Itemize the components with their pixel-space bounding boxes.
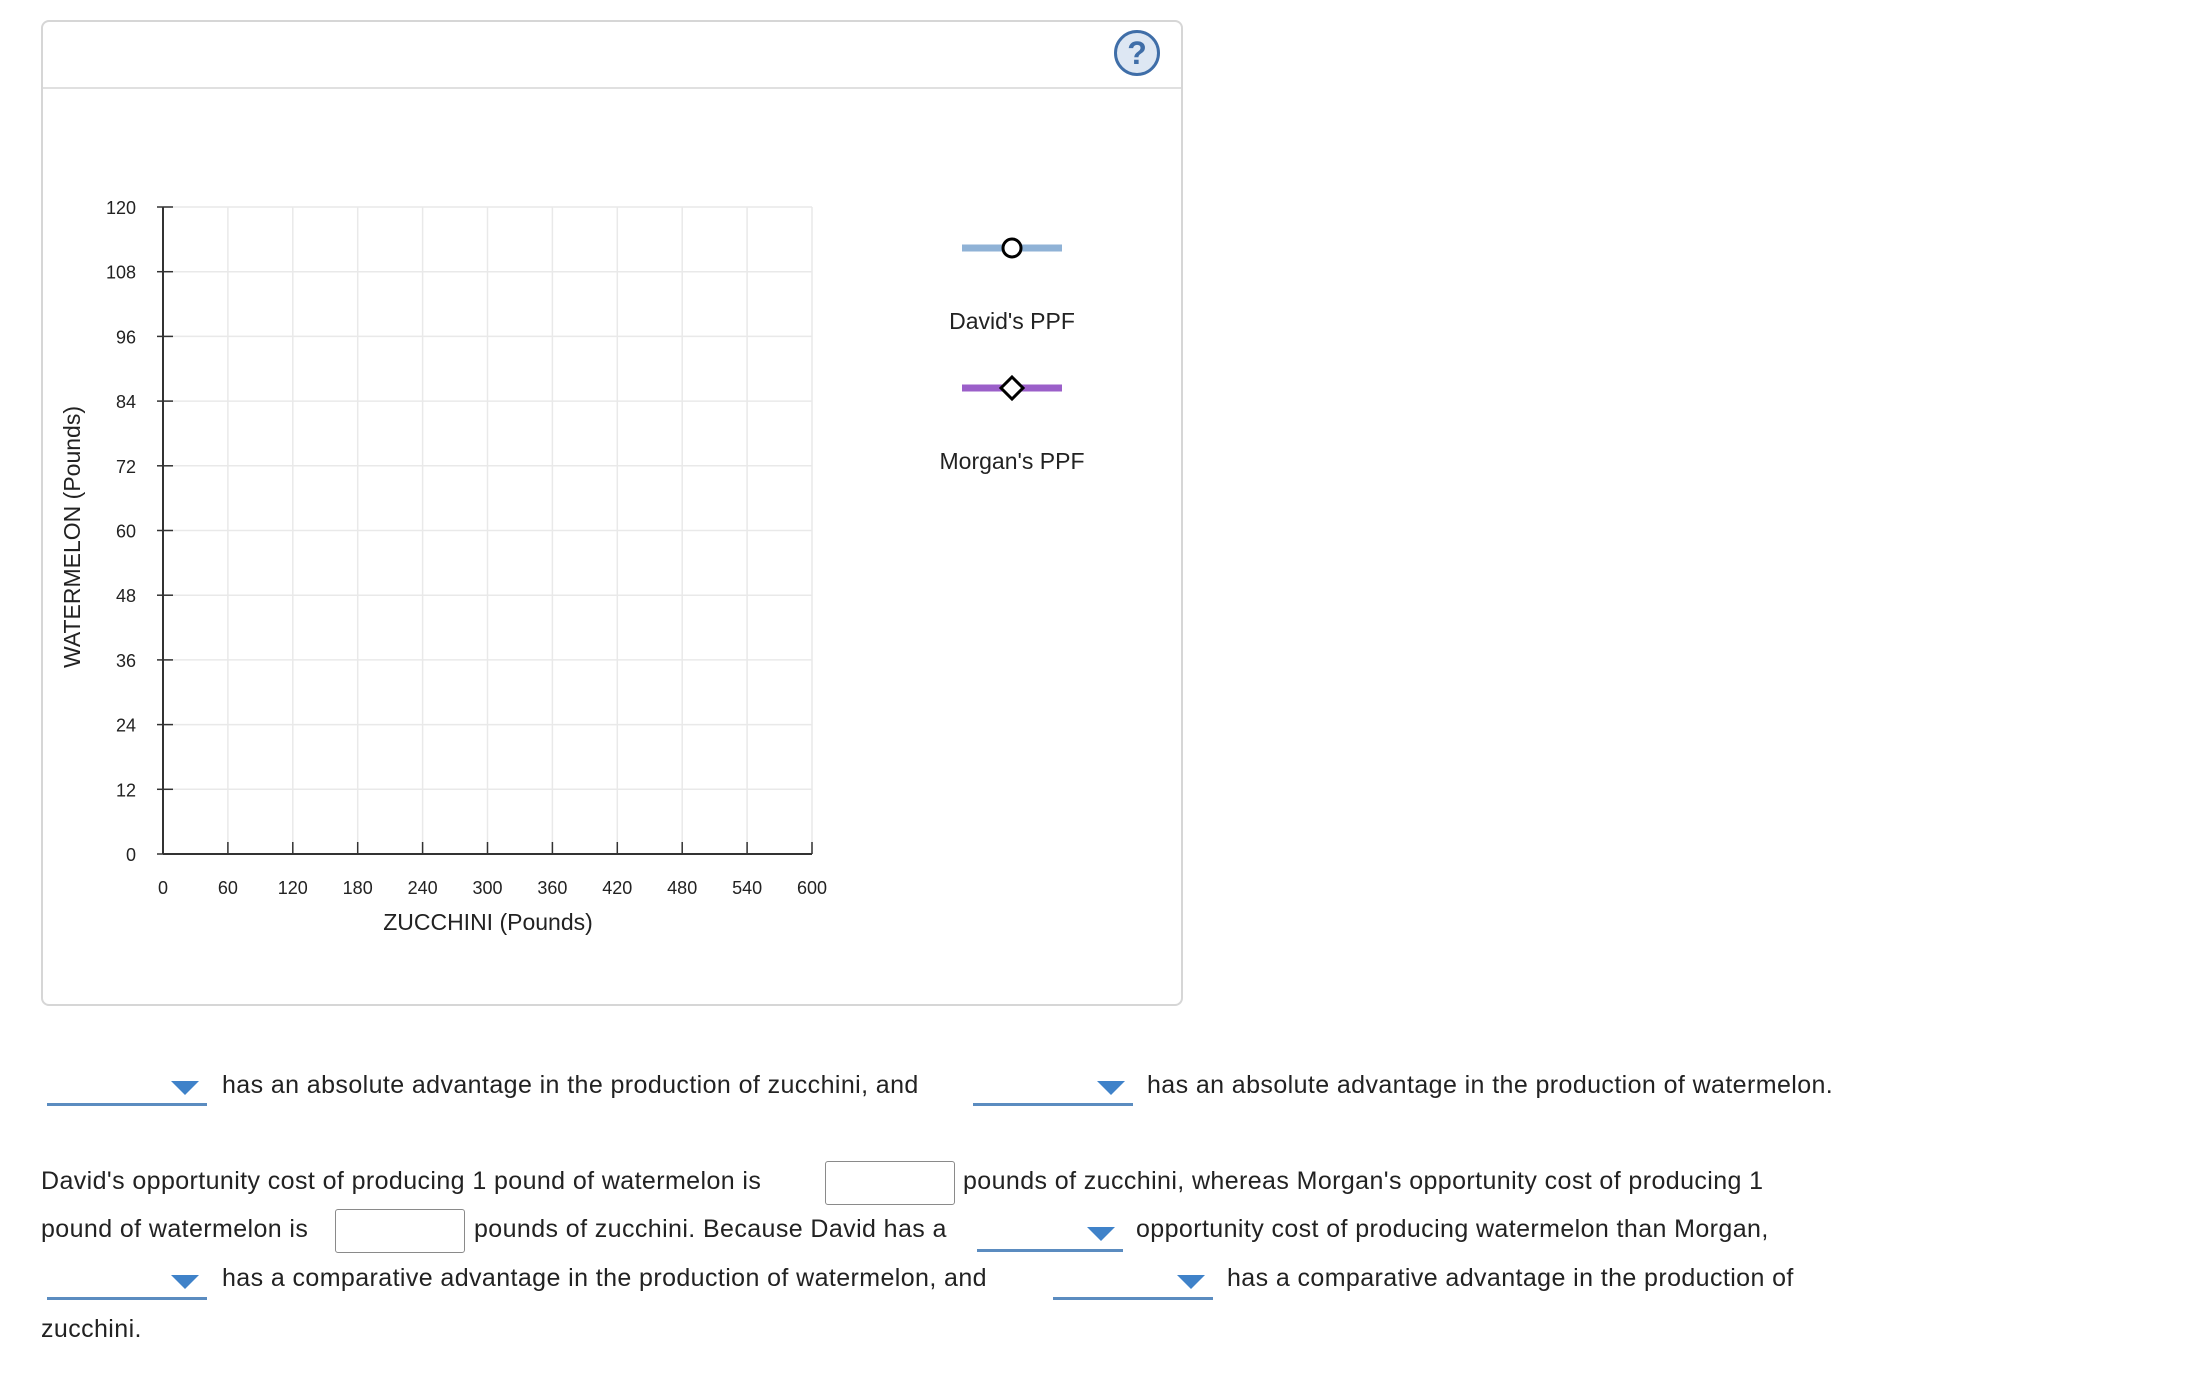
- cost-comparison-dropdown[interactable]: [977, 1219, 1123, 1252]
- y-tick-labels: [106, 198, 136, 865]
- comp-advantage-watermelon-dropdown[interactable]: [47, 1267, 207, 1300]
- david-opportunity-cost-input[interactable]: [825, 1161, 955, 1205]
- y-tick-label: 48: [115, 586, 136, 607]
- morgan-opportunity-cost-input[interactable]: [335, 1209, 465, 1253]
- y-tick-label: 12: [115, 780, 136, 801]
- legend-david-label: David's PPF: [949, 308, 1075, 334]
- q2-text-c: pound of watermelon is: [41, 1215, 309, 1243]
- x-tick-label: 0: [157, 878, 169, 898]
- grid-lines: [163, 207, 812, 854]
- legend-morgan-label: Morgan's PPF: [939, 448, 1085, 474]
- x-tick-labels: [158, 878, 827, 898]
- chevron-down-icon: [1087, 1227, 1115, 1241]
- x-tick-label: 300: [472, 878, 503, 898]
- y-tick-label: 84: [115, 392, 136, 413]
- q1-text-a: has an absolute advantage in the production of zucchini, and: [222, 1071, 919, 1099]
- x-tick-label: 540: [732, 878, 763, 898]
- y-tick-label: 0: [125, 845, 136, 865]
- comp-advantage-zucchini-dropdown[interactable]: [1053, 1267, 1213, 1300]
- abs-advantage-watermelon-dropdown[interactable]: [973, 1073, 1133, 1106]
- x-tick-label: 600: [796, 878, 828, 898]
- chevron-down-icon: [1177, 1275, 1205, 1289]
- q2-text-g: has a comparative advantage in the production of: [1227, 1264, 1794, 1292]
- q2-text-h: zucchini.: [41, 1315, 142, 1343]
- q2-text-a: David's opportunity cost of producing 1 pound of watermelon is: [41, 1167, 762, 1195]
- y-tick-label: 36: [115, 650, 136, 671]
- diamond-marker-icon: [1001, 377, 1023, 399]
- x-tick-label: 60: [217, 878, 238, 898]
- x-tick-label: 120: [277, 878, 308, 898]
- q2-text-d: pounds of zucchini. Because David has a: [474, 1215, 947, 1243]
- chevron-down-icon: [171, 1081, 199, 1095]
- chevron-down-icon: [1097, 1081, 1125, 1095]
- chevron-down-icon: [171, 1275, 199, 1289]
- x-axis-title: ZUCCHINI (Pounds): [383, 909, 593, 935]
- help-button[interactable]: ?: [1114, 30, 1160, 76]
- ppf-graph[interactable]: [0, 0, 1200, 1000]
- abs-advantage-zucchini-dropdown[interactable]: [47, 1073, 207, 1106]
- x-tick-label: 180: [342, 878, 373, 898]
- y-axis-title: WATERMELON (Pounds): [59, 406, 85, 668]
- x-tick-label: 240: [407, 878, 438, 898]
- q2-text-f: has a comparative advantage in the production of watermelon, and: [222, 1264, 987, 1292]
- legend-david-ppf[interactable]: [949, 239, 1075, 334]
- legend-morgan-ppf[interactable]: [940, 377, 1085, 474]
- circle-marker-icon: [1003, 239, 1021, 257]
- y-tick-label: 120: [105, 198, 136, 218]
- q1-text-b: has an absolute advantage in the production of watermelon.: [1147, 1071, 1834, 1099]
- y-tick-label: 24: [115, 715, 136, 736]
- q2-text-e: opportunity cost of producing watermelon than Morgan,: [1136, 1215, 1769, 1243]
- y-tick-label: 96: [115, 327, 136, 348]
- y-tick-label: 72: [115, 456, 136, 477]
- x-tick-label: 360: [537, 878, 568, 898]
- x-tick-label: 480: [667, 878, 698, 898]
- y-tick-label: 60: [115, 521, 136, 542]
- q2-text-b: pounds of zucchini, whereas Morgan's opportunity cost of producing 1: [963, 1167, 1764, 1195]
- y-tick-label: 108: [105, 262, 136, 283]
- x-tick-label: 420: [602, 878, 633, 898]
